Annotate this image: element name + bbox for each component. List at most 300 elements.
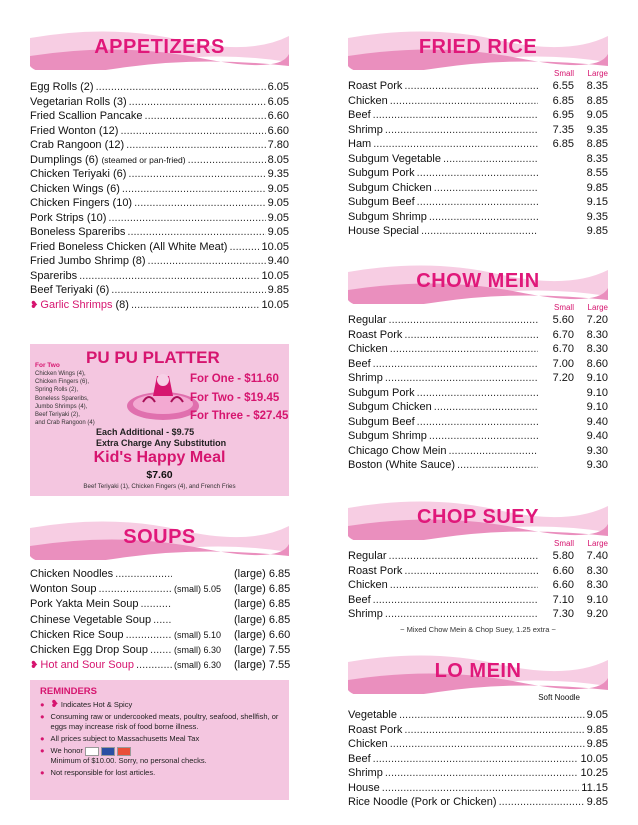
item-name-text: Fried Jumbo Shrimp (8)	[30, 255, 146, 267]
item-price: 9.85	[586, 738, 608, 750]
leader-dots	[188, 153, 266, 168]
menu-item	[348, 342, 608, 357]
item-small-price: 5.60	[552, 314, 574, 326]
leader-dots	[417, 415, 538, 430]
menu-item	[30, 211, 289, 226]
large-label: Large	[587, 539, 608, 548]
item-large-price: (large) 7.55	[234, 644, 291, 657]
item-name-text: Boneless Spareribs	[30, 226, 126, 238]
item-name: Shrimp	[348, 767, 383, 779]
menu-item	[348, 371, 608, 386]
item-name-text: Fried Boneless Chicken (All White Meat)	[30, 240, 228, 253]
menu-item	[348, 357, 608, 372]
mastercard-icon	[117, 747, 131, 756]
item-name: Beef	[348, 593, 371, 606]
menu-item	[348, 137, 608, 152]
item-large-price: 8.30	[586, 579, 608, 591]
item-name-text: Fried Scallion Pancake	[30, 110, 143, 122]
chop-suey-banner	[348, 498, 608, 540]
item-name	[30, 109, 143, 124]
chop-suey-note: ~ Mixed Chow Mein & Chop Suey, 1.25 extra ~	[400, 624, 556, 634]
item-small-price: (small) 6.30	[174, 645, 222, 656]
leader-dots	[390, 737, 585, 752]
honor-note: Minimum of $10.00. Sorry, no personal checks.	[50, 756, 207, 765]
item-large-price: 8.55	[586, 167, 608, 179]
item-name	[30, 80, 94, 95]
item-name-text: Spareribs	[30, 269, 78, 282]
item-large-price: 7.40	[586, 550, 608, 562]
item-large-price: 9.15	[586, 196, 608, 208]
leader-dots	[390, 94, 538, 109]
leader-dots	[79, 269, 259, 284]
leader-dots	[108, 211, 265, 226]
reminder-text: Indicates Hot & Spicy	[60, 700, 133, 709]
item-name	[30, 643, 148, 658]
item-price: 9.85	[267, 284, 289, 296]
item-large-price: 9.35	[586, 210, 608, 223]
item-large-price: (large) 6.85	[234, 613, 291, 626]
lo-mein-title: LO MEIN	[434, 660, 522, 682]
item-price: 9.05	[267, 182, 289, 195]
leader-dots	[111, 283, 265, 298]
item-name-text: Chicken Noodles	[30, 568, 114, 580]
kids-meal-desc: Beef Teriyaki (1), Chicken Fingers (4), and French Fries	[83, 483, 236, 490]
reminder-item: ● Consuming raw or undercooked meats, poultry, seafood, shellfish, or eggs may increase risk of food borne illness.	[40, 712, 279, 731]
item-name: Vegetable	[348, 709, 397, 721]
item-price: 9.05	[586, 709, 608, 721]
item-name-text: Crab Rangoon (12)	[30, 139, 125, 151]
item-small-price: 6.60	[552, 579, 574, 591]
menu-item	[348, 181, 608, 196]
pupu-additional: Each Additional - $9.75	[96, 427, 195, 437]
leader-dots	[448, 444, 538, 459]
pupu-item: Jumbo Shrimps (4),	[35, 403, 88, 410]
item-small-price: 6.95	[552, 109, 574, 121]
item-name	[30, 298, 129, 314]
item-name: Shrimp	[348, 608, 383, 620]
item-large-price: (large) 6.85	[234, 568, 291, 580]
item-small-price: (small) 5.05	[174, 584, 222, 595]
menu-item	[30, 240, 289, 255]
item-large-price: 8.35	[586, 152, 608, 165]
leader-dots	[98, 582, 172, 597]
leader-dots	[404, 723, 584, 738]
item-large-price: 9.05	[586, 109, 608, 121]
item-large-price: (large) 6.85	[234, 598, 291, 611]
leader-dots	[131, 298, 260, 313]
item-large-price: 9.40	[586, 430, 608, 442]
menu-item	[348, 224, 608, 239]
item-name-text: Chicken Fingers (10)	[30, 197, 133, 209]
chop-suey-title: CHOP SUEY	[417, 506, 539, 528]
item-name	[30, 269, 77, 284]
item-name-text: Fried Wonton (12)	[30, 124, 119, 137]
leader-dots	[382, 781, 579, 796]
pupu-title: PU PU PLATTER	[86, 348, 220, 367]
reminder-item: ● ❥ Indicates Hot & Spicy	[40, 699, 133, 710]
item-large-price: 9.10	[586, 386, 608, 399]
item-name-text: Hot and Sour Soup	[40, 659, 134, 672]
item-name: Chicken	[348, 94, 388, 107]
reminders-title: REMINDERS	[40, 686, 98, 697]
pupu-item: Beef Teriyaki (2),	[35, 412, 80, 419]
item-small-price: 6.85	[552, 138, 574, 150]
menu-item	[30, 138, 289, 153]
item-price: 9.05	[267, 211, 289, 224]
leader-dots	[373, 108, 538, 123]
leader-dots	[126, 138, 265, 153]
hot-spicy-icon: ❥	[30, 660, 39, 672]
item-name-text: Chicken Rice Soup	[30, 628, 124, 641]
leader-dots	[404, 328, 538, 343]
leader-dots	[115, 567, 172, 582]
item-large-price: 9.20	[586, 608, 608, 620]
item-name: Subgum Beef	[348, 196, 415, 208]
menu-item	[348, 781, 608, 796]
fried-rice-section	[348, 28, 608, 239]
pupu-for-two-head: For Two	[35, 362, 60, 369]
reminder-text: Consuming raw or undercooked meats, poultry, seafood, shellfish, or eggs may increase risk of food borne illness.	[50, 712, 279, 731]
item-name	[30, 153, 186, 168]
leader-dots	[373, 593, 538, 608]
item-name: Regular	[348, 314, 387, 326]
item-name: Roast Pork	[348, 80, 403, 92]
item-price: 10.25	[580, 767, 608, 779]
item-name	[30, 283, 109, 298]
item-small-price: 5.80	[552, 550, 574, 562]
item-small-price: 6.70	[552, 343, 574, 355]
menu-item	[348, 152, 608, 167]
large-label: Large	[587, 69, 608, 78]
item-name: Roast Pork	[348, 723, 403, 736]
lo-mein-banner	[348, 652, 608, 694]
menu-item	[348, 429, 608, 444]
item-small-price: (small) 5.10	[174, 629, 222, 640]
small-label: Small	[553, 539, 574, 548]
pupu-for-two-list	[35, 370, 95, 427]
fried-rice-title: FRIED RICE	[418, 36, 538, 58]
menu-item	[30, 95, 289, 110]
leader-dots	[457, 458, 538, 473]
item-small-price: 6.60	[552, 564, 574, 577]
item-name-text: Beef Teriyaki (6)	[30, 284, 110, 296]
menu-item	[348, 549, 608, 564]
menu-item	[348, 400, 608, 415]
large-label: Large	[587, 303, 608, 312]
item-price: 9.35	[267, 168, 289, 180]
item-name: Chicken	[348, 343, 388, 355]
item-name	[30, 628, 124, 643]
item-name: Shrimp	[348, 372, 383, 384]
leader-dots	[373, 752, 579, 767]
item-large-price: 8.35	[586, 80, 608, 92]
menu-item	[30, 153, 289, 168]
item-name: Subgum Chicken	[348, 401, 432, 413]
item-name: Chicago Chow Mein	[348, 444, 447, 457]
item-price: 11.15	[581, 781, 608, 794]
leader-dots	[404, 79, 538, 94]
menu-item	[30, 628, 289, 643]
chop-suey-list	[348, 549, 608, 622]
pupu-item: Boneless Spareribs,	[35, 395, 89, 402]
item-large-price: (large) 7.55	[234, 659, 291, 672]
item-name: Subgum Beef	[348, 415, 415, 428]
item-name	[30, 597, 138, 612]
soups-list	[30, 567, 289, 673]
menu-item	[348, 415, 608, 430]
leader-dots	[499, 795, 585, 810]
item-name	[30, 138, 124, 153]
menu-item	[348, 328, 608, 343]
leader-dots	[390, 342, 538, 357]
pupu-item: and Crab Rangoon (4)	[35, 420, 95, 427]
menu-item	[30, 658, 289, 673]
leader-dots	[389, 549, 538, 564]
menu-item	[348, 108, 608, 123]
item-small-price: 6.55	[552, 80, 574, 92]
item-small-price: 7.00	[552, 357, 574, 370]
item-name: Subgum Vegetable	[348, 152, 441, 165]
soups-banner	[30, 518, 289, 560]
leader-dots	[390, 578, 538, 593]
item-name	[30, 196, 132, 211]
item-name: Roast Pork	[348, 328, 403, 341]
reminder-text: Not responsible for lost articles.	[50, 768, 156, 777]
item-name: Beef	[348, 357, 371, 370]
leader-dots	[136, 658, 172, 673]
menu-item	[348, 166, 608, 181]
item-name-text: Pork Yakta Mein Soup	[30, 598, 139, 611]
pupu-price: For One - $11.60	[190, 373, 279, 385]
chop-suey-section	[348, 498, 608, 634]
item-name	[30, 567, 113, 582]
leader-dots	[126, 628, 172, 643]
item-name-text: Vegetarian Rolls (3)	[30, 95, 127, 108]
lo-mein-section	[348, 652, 608, 810]
menu-item	[348, 708, 608, 723]
item-name-text: Chicken Egg Drop Soup	[30, 644, 149, 657]
item-name: Beef	[348, 109, 371, 121]
appetizers-title: APPETIZERS	[94, 36, 225, 58]
item-name: Subgum Shrimp	[348, 210, 427, 223]
item-name-text: Wonton Soup	[30, 583, 97, 596]
soups-section	[30, 518, 289, 673]
item-name	[30, 613, 151, 628]
item-small-price: 6.85	[552, 94, 574, 107]
reminder-item: ● All prices subject to Massachusetts Meal Tax	[40, 734, 200, 743]
item-count: (8)	[115, 298, 129, 311]
item-name-text: Chicken Teriyaki (6)	[30, 168, 127, 180]
leader-dots	[127, 225, 265, 240]
item-large-price: (large) 6.60	[234, 628, 291, 641]
kids-meal-price: $7.60	[146, 469, 173, 481]
appetizers-list	[30, 80, 289, 313]
item-name: House	[348, 781, 380, 794]
item-name	[30, 211, 106, 226]
pupu-item: Chicken Wings (4),	[35, 371, 86, 377]
item-name	[30, 254, 146, 269]
item-large-price: 9.85	[586, 225, 608, 237]
item-name: Roast Pork	[348, 564, 403, 577]
leader-dots	[434, 400, 538, 415]
item-name: Shrimp	[348, 123, 383, 136]
leader-dots	[404, 564, 538, 579]
pupu-platter-panel	[30, 344, 289, 496]
leader-dots	[148, 254, 266, 269]
menu-item	[30, 582, 289, 597]
menu-item	[348, 195, 608, 210]
item-small-price: 7.20	[552, 372, 574, 384]
menu-item	[348, 123, 608, 138]
leader-dots	[417, 195, 538, 210]
item-name	[30, 95, 127, 110]
pupu-prices	[190, 370, 288, 426]
leader-dots	[122, 182, 266, 197]
menu-item	[30, 225, 289, 240]
item-price: 8.05	[267, 153, 289, 166]
item-name	[30, 240, 227, 255]
menu-item	[348, 795, 608, 810]
item-small-price: 6.70	[552, 328, 574, 341]
item-name-text: Pork Strips (10)	[30, 211, 107, 224]
item-large-price: 8.60	[586, 357, 608, 370]
menu-item	[348, 752, 608, 767]
menu-item	[348, 723, 608, 738]
leader-dots	[429, 210, 538, 225]
menu-item	[30, 80, 289, 95]
item-price: 9.05	[267, 226, 289, 238]
menu-item	[30, 283, 289, 298]
item-large-price: 9.10	[586, 372, 608, 384]
chow-mein-section	[348, 262, 608, 473]
menu-item	[348, 564, 608, 579]
item-name-text: Dumplings (6)	[30, 153, 99, 166]
menu-item	[30, 124, 289, 139]
leader-dots	[140, 597, 172, 612]
item-name: Subgum Chicken	[348, 181, 432, 194]
item-name: Boston (White Sauce)	[348, 459, 455, 471]
leader-dots	[385, 371, 538, 386]
item-name: Rice Noodle (Pork or Chicken)	[348, 796, 497, 808]
leader-dots	[96, 80, 266, 95]
menu-item	[348, 94, 608, 109]
chow-mein-banner	[348, 262, 608, 304]
chow-mein-list	[348, 313, 608, 473]
item-large-price: 7.20	[586, 314, 608, 326]
menu-item	[348, 210, 608, 225]
leader-dots	[120, 124, 265, 139]
leader-dots	[373, 137, 538, 152]
item-name: Ham	[348, 138, 372, 150]
item-name: Chicken	[348, 738, 388, 750]
item-large-price: 8.30	[586, 343, 608, 355]
hot-spicy-icon: ❥	[30, 299, 39, 311]
fried-rice-banner	[348, 28, 608, 70]
item-name-text: Chinese Vegetable Soup	[30, 613, 152, 626]
menu-item	[30, 613, 289, 628]
item-name: Subgum Pork	[348, 167, 415, 179]
leader-dots	[128, 167, 265, 182]
lo-mein-subtitle: Soft Noodle	[538, 693, 580, 702]
menu-item	[30, 269, 289, 284]
pupu-price: For Two - $19.45	[190, 391, 280, 404]
menu-item	[348, 444, 608, 459]
menu-item	[30, 567, 289, 582]
chow-mein-title: CHOW MEIN	[416, 270, 540, 292]
item-name	[30, 124, 118, 139]
item-name-text: Egg Rolls (2)	[30, 81, 94, 93]
item-price: 10.05	[261, 240, 289, 253]
item-name: Regular	[348, 550, 387, 562]
item-large-price: 8.30	[586, 564, 608, 577]
item-price: 9.85	[586, 796, 608, 808]
pupu-price: For Three - $27.45	[190, 410, 289, 422]
fried-rice-list	[348, 79, 608, 239]
pupu-extra: Extra Charge Any Substitution	[96, 438, 227, 448]
item-price: 6.05	[267, 81, 289, 93]
item-large-price: 8.30	[586, 328, 608, 341]
item-small-price: 7.30	[552, 608, 574, 620]
item-small-price: 7.10	[552, 593, 574, 606]
leader-dots	[421, 224, 538, 239]
menu-item	[348, 737, 608, 752]
leader-dots	[385, 123, 538, 138]
leader-dots	[150, 643, 172, 658]
item-name: Chicken	[348, 579, 388, 591]
item-price: 6.05	[267, 95, 289, 108]
leader-dots	[129, 95, 266, 110]
leader-dots	[385, 607, 538, 622]
leader-dots	[229, 240, 259, 255]
lo-mein-list	[348, 708, 608, 810]
item-name	[30, 658, 134, 673]
leader-dots	[385, 766, 579, 781]
menu-item	[30, 196, 289, 211]
menu-item	[348, 458, 608, 473]
menu-item	[348, 766, 608, 781]
item-name	[30, 167, 126, 182]
reminders-panel	[30, 680, 289, 800]
item-large-price: 9.30	[586, 459, 608, 471]
reminder-text: We honor	[50, 746, 83, 755]
item-name: House Special	[348, 225, 419, 237]
soups-title: SOUPS	[123, 526, 196, 548]
item-price: 10.05	[261, 298, 289, 311]
item-small-price: 7.35	[552, 123, 574, 136]
item-price: 10.05	[580, 752, 608, 765]
small-label: Small	[553, 69, 574, 78]
item-name	[30, 182, 120, 197]
reminder-item: ● We honor Minimum of $10.00. Sorry, no personal checks.	[40, 746, 207, 765]
leader-dots	[145, 109, 266, 124]
menu-item	[30, 167, 289, 182]
item-large-price: 9.10	[586, 401, 608, 413]
pupu-item: Spring Rolls (2),	[35, 387, 79, 394]
leader-dots	[134, 196, 265, 211]
item-price: 10.05	[261, 269, 289, 282]
small-label: Small	[553, 303, 574, 312]
card-icon	[85, 747, 99, 756]
reminder-text: All prices subject to Massachusetts Meal Tax	[50, 734, 200, 743]
menu-item	[30, 254, 289, 269]
item-name-text: Chicken Wings (6)	[30, 182, 120, 195]
item-name: Subgum Pork	[348, 386, 415, 399]
menu-item	[30, 109, 289, 124]
leader-dots	[443, 152, 538, 167]
leader-dots	[389, 313, 538, 328]
leader-dots	[417, 166, 538, 181]
leader-dots	[434, 181, 538, 196]
